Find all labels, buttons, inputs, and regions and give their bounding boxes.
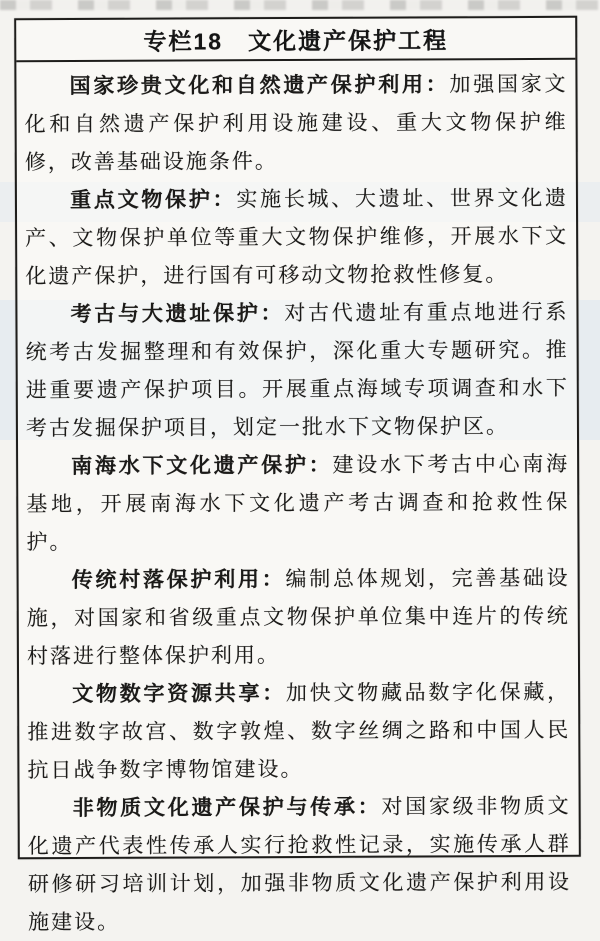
paragraph-lead: 国家珍贵文化和自然遗产保护利用： (69, 72, 450, 98)
paragraph-text: 实施长城、大遗址、世界文化遗产、文物保护单位等重大文物保护维修，开展水下文化遗产保护，进行国有可移动文物抢救性修复。 (25, 185, 569, 289)
panel-paragraph (25, 293, 569, 447)
paragraph-lead: 非物质文化遗产保护与传承： (72, 794, 382, 820)
panel-paragraph (25, 179, 568, 295)
panel-title: 专栏18 文化遗产保护工程 (143, 26, 449, 55)
paragraph-lead: 南海水下文化遗产保护： (71, 452, 333, 478)
panel-paragraph (28, 787, 572, 941)
paragraph-text: 建设水下考古中心南海基地，开展南海水下文化遗产考古调查和抢救性保护。 (26, 451, 570, 555)
paragraph-text: 加快文物藏品数字化保藏，推进数字故宫、数字敦煌、数字丝绸之路和中国人民抗日战争数字博物馆建设。 (27, 679, 571, 783)
paragraph-text: 对古代遗址有重点地进行系统考古发掘整理和有效保护，深化重大专题研究。推进重要遗产保护项目。开展重点海域专项调查和水下考古发掘保护项目，划定一批水下文物保护区。 (25, 299, 569, 441)
panel-paragraph (26, 445, 569, 561)
sidebar-box-18 (14, 16, 581, 935)
panel-body (16, 60, 579, 941)
panel-paragraph (24, 65, 567, 181)
paragraph-text: 编制总体规划，完善基础设施，对国家和省级重点文物保护单位集中连片的传统村落进行整体保护利用。 (26, 565, 570, 669)
panel-paragraph (27, 673, 570, 789)
paragraph-text: 加强国家文化和自然遗产保护利用设施建设、重大文物保护维修，改善基础设施条件。 (24, 71, 568, 175)
paragraph-lead: 文物数字资源共享： (72, 681, 286, 706)
paragraph-lead: 传统村落保护利用： (71, 567, 286, 592)
panel-header (16, 18, 575, 62)
paragraph-lead: 考古与大遗址保护： (70, 301, 285, 326)
panel-paragraph (27, 559, 570, 675)
scan-artifact-top (0, 0, 600, 10)
paragraph-lead: 重点文物保护： (70, 187, 237, 212)
paragraph-text: 对国家级非物质文化遗产代表性传承人实行抢救性记录，实施传承人群研修研习培训计划，加强非物质文化遗产保护利用设施建设。 (27, 793, 571, 935)
